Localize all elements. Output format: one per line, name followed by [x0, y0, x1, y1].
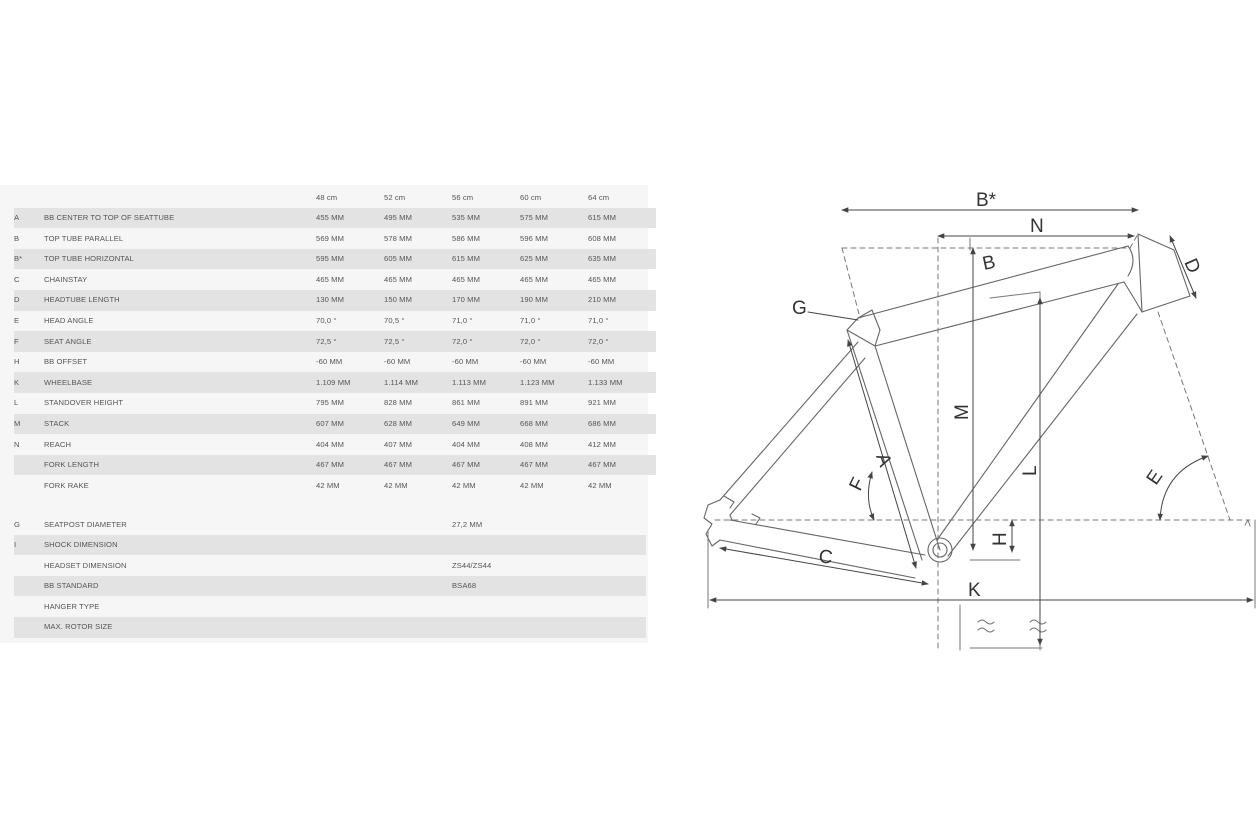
dimension-labels	[792, 190, 1204, 601]
row-value: 71,0 °	[452, 316, 473, 326]
row-value: 465 MM	[452, 274, 481, 284]
row-label: FORK RAKE	[44, 480, 89, 490]
row-value: 465 MM	[520, 274, 549, 284]
row-value: 42 MM	[452, 480, 476, 490]
row-value: 1.109 MM	[316, 372, 384, 393]
row-value: 605 MM	[384, 249, 452, 270]
geometry-row	[14, 208, 656, 229]
row-value: 686 MM	[588, 414, 656, 435]
row-label: BB CENTER TO TOP OF SEATTUBE	[44, 208, 316, 229]
arc-f	[868, 472, 874, 520]
spec-row	[14, 555, 646, 576]
label-f: F	[845, 474, 870, 495]
row-value: 467 MM	[520, 455, 588, 476]
geometry-row	[14, 434, 656, 455]
row-value: 404 MM	[452, 439, 481, 449]
row-code: D	[14, 290, 44, 311]
spec-label: MAX. ROTOR SIZE	[44, 617, 452, 638]
spec-label: HANGER TYPE	[44, 601, 100, 611]
spec-row	[14, 514, 646, 535]
row-label: TOP TUBE PARALLEL	[44, 233, 124, 243]
frame-outline	[704, 234, 1190, 578]
row-code: L	[14, 398, 19, 408]
row-code: M	[14, 414, 44, 435]
row-value: 891 MM	[520, 398, 549, 408]
seat-collar	[847, 310, 880, 346]
row-value: -60 MM	[520, 357, 547, 367]
spec-row	[14, 617, 646, 638]
label-d: D	[1179, 255, 1205, 277]
size-header-2: 56 cm	[452, 192, 474, 202]
row-value: 467 MM	[316, 455, 384, 476]
row-code: E	[14, 316, 20, 326]
row-value: 404 MM	[316, 439, 345, 449]
row-code: A	[14, 208, 44, 229]
spec-value	[452, 596, 646, 617]
geometry-row	[14, 455, 656, 476]
row-value: 615 MM	[452, 249, 520, 270]
size-header-1: 52 cm	[384, 192, 406, 202]
label-g: G	[792, 298, 807, 319]
spec-code: I	[14, 535, 44, 556]
row-value: 635 MM	[588, 249, 656, 270]
row-code: F	[14, 331, 44, 352]
row-value: 465 MM	[588, 274, 617, 284]
frame-geometry-diagram	[690, 180, 1260, 660]
row-value: 70,5 °	[384, 316, 405, 326]
label-l: L	[1020, 465, 1041, 476]
spec-code	[14, 596, 44, 617]
row-value: 1.114 MM	[384, 372, 452, 393]
geometry-row	[14, 228, 656, 249]
spec-row	[14, 576, 646, 597]
row-value: 72,5 °	[316, 331, 384, 352]
label-c: C	[817, 546, 834, 569]
row-label: REACH	[44, 439, 72, 449]
spec-label: SHOCK DIMENSION	[44, 535, 452, 556]
row-value: 455 MM	[316, 208, 384, 229]
row-value: 608 MM	[588, 233, 617, 243]
label-a: A	[871, 450, 896, 470]
row-value: 42 MM	[520, 480, 544, 490]
row-value: 72,5 °	[384, 331, 452, 352]
row-value: 596 MM	[520, 233, 549, 243]
spec-value	[452, 617, 646, 638]
row-value: 407 MM	[384, 439, 413, 449]
spec-label: BB STANDARD	[44, 576, 452, 597]
row-value: 71,0 °	[588, 316, 609, 326]
row-code: K	[14, 372, 44, 393]
label-e: E	[1142, 466, 1168, 489]
row-value: 412 MM	[588, 439, 617, 449]
row-value: 465 MM	[316, 274, 345, 284]
arc-e	[1160, 456, 1208, 520]
row-value: 70,0 °	[316, 316, 337, 326]
label-h: H	[990, 532, 1011, 546]
spec-code	[14, 576, 44, 597]
header-spacer	[44, 187, 316, 208]
row-label: SEAT ANGLE	[44, 331, 316, 352]
spec-value: BSA68	[452, 576, 646, 597]
geometry-row	[14, 475, 656, 496]
row-value: -60 MM	[588, 357, 615, 367]
row-value: 72,0 °	[452, 331, 520, 352]
row-value: -60 MM	[452, 357, 479, 367]
spec-label: HEADSET DIMENSION	[44, 560, 127, 570]
row-value: 72,0 °	[520, 331, 588, 352]
row-value: -60 MM	[384, 357, 411, 367]
size-header-row	[14, 187, 656, 208]
frame-geometry-table	[14, 187, 656, 496]
geometry-row	[14, 393, 656, 414]
row-value: 578 MM	[384, 233, 413, 243]
row-value: 628 MM	[384, 414, 452, 435]
row-value: 495 MM	[384, 208, 452, 229]
geometry-row	[14, 249, 656, 270]
row-value: 668 MM	[520, 414, 588, 435]
row-value: 170 MM	[452, 290, 520, 311]
row-value: 535 MM	[452, 208, 520, 229]
geometry-row	[14, 311, 656, 332]
row-value: 1.123 MM	[520, 372, 588, 393]
row-value: 607 MM	[316, 414, 384, 435]
row-label: BB OFFSET	[44, 357, 88, 367]
row-value: 828 MM	[384, 398, 413, 408]
row-value: 42 MM	[384, 480, 408, 490]
spec-code: G	[14, 519, 21, 529]
size-header-4: 64 cm	[588, 192, 610, 202]
row-value: 190 MM	[520, 290, 588, 311]
row-value: 72,0 °	[588, 331, 656, 352]
row-label: STANDOVER HEIGHT	[44, 398, 124, 408]
row-label: FORK LENGTH	[44, 455, 316, 476]
size-header-0: 48 cm	[316, 192, 338, 202]
row-value: 649 MM	[452, 414, 520, 435]
row-value: 595 MM	[316, 249, 384, 270]
row-label: STACK	[44, 414, 316, 435]
spec-code	[14, 617, 44, 638]
spec-row	[14, 535, 646, 556]
row-label: HEADTUBE LENGTH	[44, 290, 316, 311]
seat-stay	[720, 342, 865, 515]
break-symbol	[978, 620, 1046, 632]
size-header-3: 60 cm	[520, 192, 542, 202]
spec-label: SEATPOST DIAMETER	[44, 519, 127, 529]
row-value: 150 MM	[384, 290, 452, 311]
label-n: N	[1030, 216, 1044, 237]
row-label: CHAINSTAY	[44, 274, 88, 284]
geometry-row	[14, 290, 656, 311]
row-value: 467 MM	[384, 455, 452, 476]
row-value: 71,0 °	[520, 316, 541, 326]
guide-lines	[708, 234, 1255, 650]
row-value: 861 MM	[452, 398, 481, 408]
label-m: M	[952, 404, 973, 420]
geometry-row	[14, 269, 656, 290]
geometry-row	[14, 414, 656, 435]
spec-value	[452, 535, 646, 556]
row-value: 42 MM	[316, 480, 340, 490]
g-leader	[808, 312, 858, 320]
row-value: -60 MM	[316, 357, 343, 367]
label-b: B	[980, 251, 998, 275]
row-code: H	[14, 357, 20, 367]
spec-value: ZS44/ZS44	[452, 560, 492, 570]
head-tube	[1138, 234, 1190, 312]
geometry-row	[14, 331, 656, 352]
row-value: 1.113 MM	[452, 372, 520, 393]
spec-code	[14, 555, 44, 576]
spec-row	[14, 596, 646, 617]
row-code	[14, 475, 44, 496]
seat-tube	[847, 330, 940, 560]
row-value: 625 MM	[520, 249, 588, 270]
row-value: 575 MM	[520, 208, 588, 229]
row-code	[14, 455, 44, 476]
spec-value: 27,2 MM	[452, 519, 483, 529]
row-label: WHEELBASE	[44, 372, 316, 393]
row-value: 130 MM	[316, 290, 384, 311]
row-code: B*	[14, 249, 44, 270]
row-label: TOP TUBE HORIZONTAL	[44, 249, 316, 270]
row-value: 210 MM	[588, 290, 656, 311]
row-value: 467 MM	[588, 455, 656, 476]
row-code: B	[14, 233, 20, 243]
geometry-row	[14, 352, 656, 373]
row-value: 921 MM	[588, 398, 617, 408]
row-value: 615 MM	[588, 208, 656, 229]
row-code: C	[14, 274, 20, 284]
row-label: HEAD ANGLE	[44, 316, 94, 326]
row-value: 795 MM	[316, 398, 345, 408]
row-value: 569 MM	[316, 233, 345, 243]
row-value: 465 MM	[384, 274, 413, 284]
geometry-row	[14, 372, 656, 393]
component-spec-table	[14, 514, 646, 638]
row-code: N	[14, 439, 20, 449]
row-value: 42 MM	[588, 480, 612, 490]
row-value: 1.133 MM	[588, 372, 656, 393]
label-k: K	[968, 580, 981, 601]
dimension-lines	[710, 210, 1253, 645]
row-value: 467 MM	[452, 455, 520, 476]
row-value: 586 MM	[452, 233, 481, 243]
header-spacer	[14, 187, 44, 208]
row-value: 408 MM	[520, 439, 549, 449]
label-b-star: B*	[976, 190, 997, 211]
